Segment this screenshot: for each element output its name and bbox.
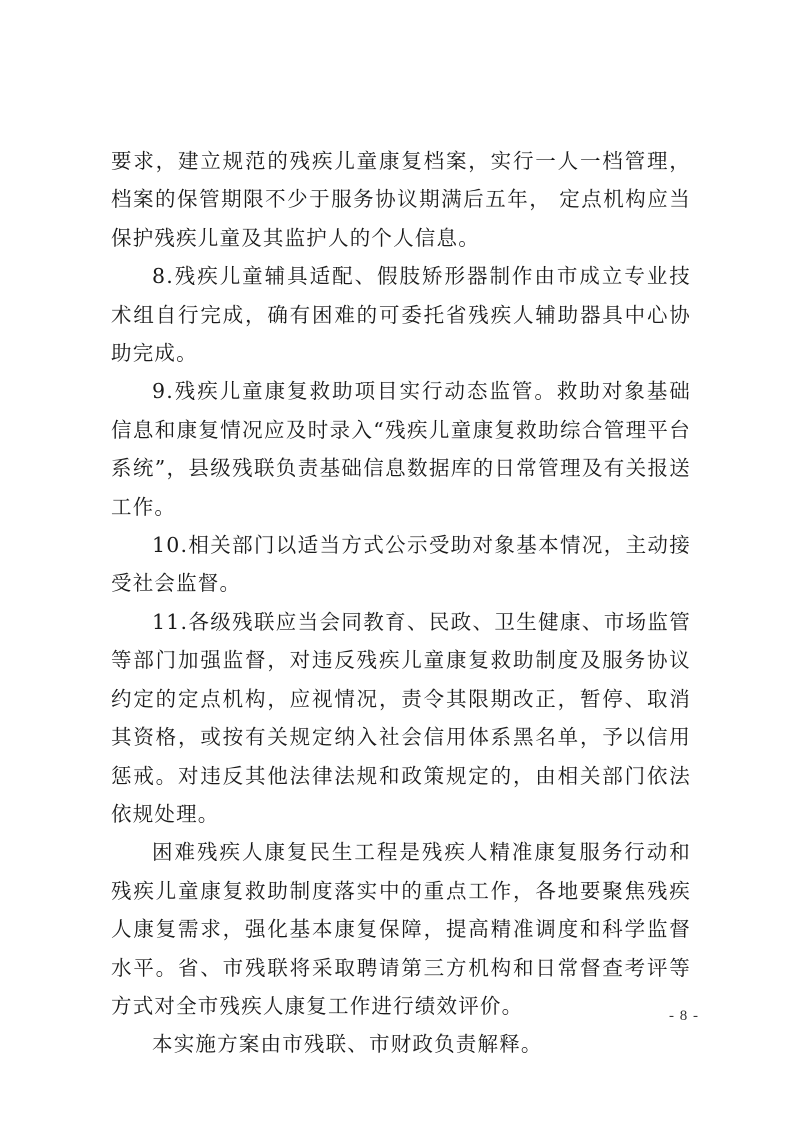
text-line: 疾儿童康复救助制度落实中的重点工作，各地要聚焦残疾人康复 (111, 878, 692, 942)
text-line: 和康复情况应及时录入“残疾儿童康复救助综合管理平台系统”， (111, 417, 691, 481)
text-line: 的保管期限不少于服务协议期满后五年， 定点机构应当保护残 (111, 187, 692, 250)
text-line: 疾人康复工作进行绩效评价。 (241, 993, 524, 1018)
text-line: 疾儿童及其监护人的个人信息。 (176, 225, 480, 250)
text-line: 9.残疾儿童康复救助项目实行动态监管。救助对象基础信息 (111, 379, 691, 442)
text-line: 要求，建立规范的残疾儿童康复档案，实行一人一档管理，档案 (111, 149, 691, 212)
paragraph (111, 526, 691, 603)
text-line: 需求，强化基本康复保障，提高精准调度和科学监督水平。省、 (111, 917, 691, 980)
text-line: 自行完成，确有困难的可委托省残疾人辅助器具中心协助完成。 (111, 302, 691, 366)
paragraph (111, 1025, 691, 1063)
page-number: - 8 - (669, 1008, 699, 1024)
paragraph (111, 603, 691, 833)
text-line: 困难残疾人康复民生工程是残疾人精准康复服务行动和残 (111, 840, 691, 903)
text-line: 8.残疾儿童辅具适配、假肢矫形器制作由市成立专业技术组 (111, 264, 691, 327)
text-line: 11.各级残联应当会同教育、民政、卫生健康、市场监管等 (111, 609, 691, 673)
text-line: 县级残联负责基础信息数据库的日常管理及有关报送工作。 (111, 456, 691, 519)
document-body (111, 142, 691, 1064)
text-line: 10.相关部门以适当方式公示受助对象基本情况，主动接受社 (111, 533, 691, 596)
paragraph (111, 833, 691, 1025)
text-line: 按有关规定纳入社会信用体系黑名单，予以信用惩戒。对违反其 (111, 725, 692, 788)
text-line: 部门加强监督，对违反残疾儿童康复救助制度及服务协议约定的 (111, 648, 692, 711)
paragraph (111, 257, 691, 372)
text-line: 定点机构，应视情况，责令其限期改正，暂停、取消其资格，或 (111, 686, 691, 750)
text-line: 本实施方案由市残联、市财政负责解释。 (152, 1032, 543, 1057)
text-line: 他法律法规和政策规定的，由相关部门依法依规处理。 (111, 763, 691, 826)
text-line: 会监督。 (154, 571, 242, 596)
text-line: 市残联将采取聘请第三方机构和日常督查考评等方式对全市残 (111, 955, 692, 1018)
paragraph (111, 142, 691, 257)
paragraph (111, 372, 691, 526)
